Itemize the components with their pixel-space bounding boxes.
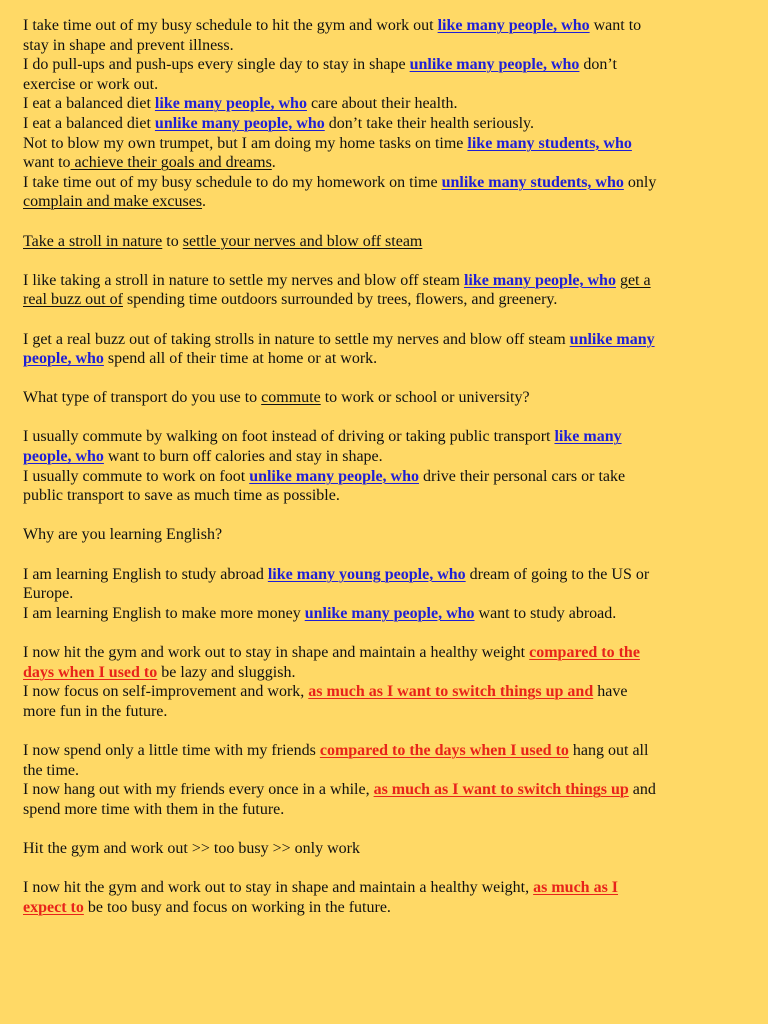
highlight-phrase-blue: unlike many people, who — [154, 114, 325, 132]
text-run: I get a real buzz out of taking strolls in nature to settle my nerves and blow off steam — [23, 330, 570, 348]
text-run: I am learning English to study abroad — [23, 565, 268, 583]
text-run: hang out all — [568, 741, 649, 759]
blank-line — [23, 623, 746, 643]
text-run: have — [593, 683, 628, 701]
text-run: care about their health. — [306, 95, 458, 113]
highlight-phrase-red: as much as I want to switch things up and — [308, 683, 594, 701]
blank-line — [23, 506, 746, 526]
text-line — [23, 447, 746, 467]
blank-line — [23, 859, 746, 879]
blank-line — [23, 310, 746, 330]
text-line — [23, 232, 746, 252]
text-line — [23, 525, 746, 545]
text-line — [23, 467, 746, 487]
highlight-phrase-red: expect to — [23, 898, 84, 916]
text-run: Why are you learning English? — [23, 526, 223, 544]
text-run: Not to blow my own trumpet, but I am doing my home tasks on time — [23, 134, 468, 152]
text-line — [23, 16, 746, 36]
text-line — [23, 741, 746, 761]
text-line — [23, 134, 746, 154]
text-run: dream of going to the US or — [465, 565, 650, 583]
text-run: I take time out of my busy schedule to do my homework on time — [23, 173, 442, 191]
underlined-phrase: complain and make excuses — [23, 193, 203, 211]
text-run: I take time out of my busy schedule to hit the gym and work out — [23, 17, 438, 34]
text-line — [23, 800, 746, 820]
text-line — [23, 114, 746, 134]
text-line — [23, 75, 746, 95]
text-run: only — [623, 173, 657, 191]
text-line — [23, 388, 746, 408]
text-line — [23, 349, 746, 369]
text-run: want to study abroad. — [474, 604, 617, 622]
blank-line — [23, 545, 746, 565]
underlined-phrase: get a — [619, 271, 651, 289]
text-run: I now hit the gym and work out to stay in shape and maintain a healthy weight, — [23, 879, 534, 897]
text-run: want to — [23, 154, 71, 172]
highlight-phrase-blue: unlike many people, who — [409, 56, 580, 74]
blank-line — [23, 408, 746, 428]
text-line — [23, 427, 746, 447]
text-line — [23, 94, 746, 114]
text-run: spend more time with them in the future. — [23, 800, 285, 818]
text-run: to — [162, 232, 183, 250]
text-run: don’t take their health seriously. — [324, 114, 535, 132]
text-line — [23, 682, 746, 702]
highlight-phrase-blue: like many people, who — [463, 271, 616, 289]
highlight-phrase-blue: people, who — [23, 448, 104, 466]
highlight-phrase-red: compared to the days when I used to — [319, 741, 569, 759]
highlight-phrase-red: compared to the — [529, 644, 640, 661]
text-line — [23, 192, 746, 212]
text-line — [23, 153, 746, 173]
text-run: drive their personal cars or take — [419, 467, 626, 485]
blank-line — [23, 721, 746, 741]
highlight-phrase-red: as much as I want to switch things up — [373, 781, 629, 799]
text-run: want to burn off calories and stay in shape. — [103, 448, 383, 466]
highlight-phrase-blue: unlike many — [569, 330, 655, 348]
text-run: I now hit the gym and work out to stay in shape and maintain a healthy weight — [23, 644, 530, 661]
highlight-phrase-red: as much as I — [533, 879, 619, 897]
text-run: I eat a balanced diet — [23, 114, 155, 132]
text-line — [23, 271, 746, 291]
text-run: want to — [589, 17, 642, 34]
text-run: more fun in the future. — [23, 702, 168, 720]
text-run: be lazy and sluggish. — [157, 663, 296, 681]
underlined-phrase: Take a stroll in nature — [23, 232, 163, 250]
text-run: I now hang out with my friends every once in a while, — [23, 781, 374, 799]
highlight-phrase-blue: like many young people, who — [267, 565, 466, 583]
highlight-phrase-blue: like many people, who — [437, 17, 590, 34]
text-line — [23, 780, 746, 800]
text-line — [23, 604, 746, 624]
text-run: the time. — [23, 761, 79, 779]
text-line — [23, 565, 746, 585]
underlined-phrase: commute — [261, 389, 321, 407]
text-line — [23, 839, 746, 859]
underlined-phrase: achieve their goals and dreams — [70, 154, 272, 172]
text-run: I like taking a stroll in nature to settle my nerves and blow off steam — [23, 271, 464, 289]
underlined-phrase: real buzz out of — [23, 291, 123, 309]
text-run: I usually commute by walking on foot instead of driving or taking public transport — [23, 428, 555, 446]
text-run: spending time outdoors surrounded by trees, flowers, and greenery. — [122, 291, 558, 309]
text-line — [23, 643, 746, 663]
text-line — [23, 761, 746, 781]
text-run: I eat a balanced diet — [23, 95, 155, 113]
text-run: I am learning English to make more money — [23, 604, 305, 622]
text-run: exercise or work out. — [23, 75, 159, 93]
text-run: Europe. — [23, 585, 74, 603]
text-run: . — [271, 154, 276, 172]
text-run: What type of transport do you use to — [23, 389, 262, 407]
text-run: to work or school or university? — [320, 389, 530, 407]
highlight-phrase-blue: like many students, who — [467, 134, 632, 152]
text-line — [23, 486, 746, 506]
underlined-phrase: settle your nerves and blow off steam — [182, 232, 423, 250]
text-run: public transport to save as much time as possible. — [23, 487, 340, 505]
text-run: don’t — [579, 56, 617, 74]
blank-line — [23, 212, 746, 232]
text-line — [23, 330, 746, 350]
highlight-phrase-blue: people, who — [23, 350, 104, 368]
highlight-phrase-blue: unlike many people, who — [249, 467, 419, 485]
highlight-phrase-red: days when I used to — [23, 663, 158, 681]
text-line — [23, 584, 746, 604]
text-line — [23, 878, 746, 898]
blank-line — [23, 251, 746, 271]
text-line — [23, 55, 746, 75]
text-run: spend all of their time at home or at work. — [103, 350, 378, 368]
text-line — [23, 898, 746, 918]
text-run: Hit the gym and work out >> too busy >> only work — [23, 839, 360, 857]
highlight-phrase-blue: unlike many people, who — [304, 604, 475, 622]
text-run: I usually commute to work on foot — [23, 467, 250, 485]
highlight-phrase-blue: like many people, who — [154, 95, 307, 113]
text-run: and — [628, 781, 656, 799]
highlight-phrase-blue: like many — [554, 428, 622, 446]
text-run: I do pull-ups and push-ups every single day to stay in shape — [23, 56, 410, 74]
text-line — [23, 290, 746, 310]
text-run: I now spend only a little time with my friends — [23, 741, 320, 759]
text-run: be too busy and focus on working in the future. — [83, 898, 391, 916]
text-line — [23, 36, 746, 56]
text-line — [23, 173, 746, 193]
text-run: I now focus on self-improvement and work, — [23, 683, 309, 701]
text-run: stay in shape and prevent illness. — [23, 36, 234, 54]
text-run: . — [202, 193, 207, 211]
blank-line — [23, 819, 746, 839]
blank-line — [23, 369, 746, 389]
text-line — [23, 702, 746, 722]
text-line — [23, 663, 746, 683]
highlight-phrase-blue: unlike many students, who — [441, 173, 624, 191]
